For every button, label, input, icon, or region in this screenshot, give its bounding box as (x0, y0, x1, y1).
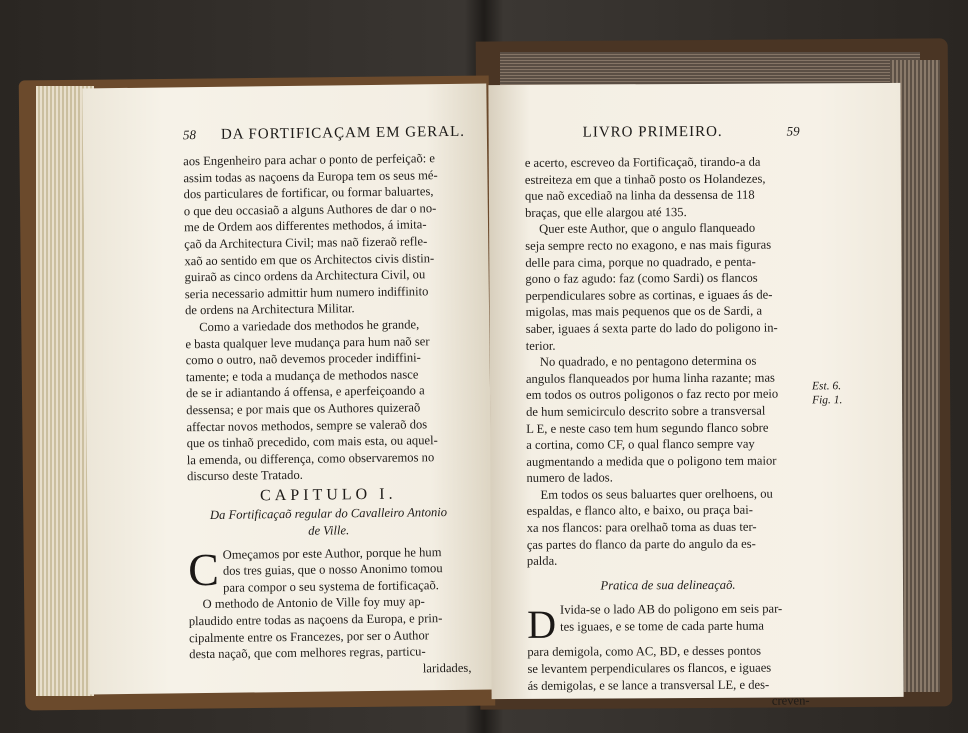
text-line: O methodo de Antonio de Ville foy muy ap- (202, 594, 425, 612)
right-running-head: LIVRO PRIMEIRO. (582, 123, 723, 141)
right-paragraph-4 (526, 485, 808, 569)
left-paragraph-2 (185, 316, 469, 485)
text-line: seja sempre recto no exagono, e nas mais figuras (525, 237, 772, 253)
text-line: çaõ da Architectura Civil; mas naõ fizeraõ refle- (184, 234, 428, 252)
margin-note (812, 379, 843, 407)
text-line: gono o faz agudo: faz (como Sardi) os flancos (525, 270, 758, 287)
text-line: ás demigolas, e se lance a transversal LE, e des- (527, 677, 770, 693)
text-line: seria necessario admittir hum numero indiffinito (184, 284, 429, 302)
right-page-number: 59 (786, 123, 800, 139)
text-line: assim todas as naçoens da Europa tem os seus mé- (183, 167, 438, 185)
left-paragraph-4 (189, 593, 472, 679)
text-line: a cortina, como CF, o qual flanco sempre vay (526, 436, 755, 452)
text-line: saber, iguaes á sexta parte do lado do poligono in- (525, 320, 778, 336)
text-line: dos tres guias, que o nosso Anonimo tomou (222, 561, 443, 579)
text-line: Quer este Author, que o angulo flanqueado (539, 221, 756, 237)
text-line: discurso deste Tratado. (186, 468, 303, 484)
chapter-subtitle: Da Fortificaçaõ regular do Cavalleiro Antonio (209, 505, 448, 523)
text-line: de ordens na Architectura Militar. (184, 301, 355, 318)
text-line: terior. (525, 338, 556, 353)
text-line: plaudido entre todas as naçoens da Europa, e prin- (188, 611, 443, 629)
text-line: No quadrado, e no pentagono determina os (539, 353, 757, 369)
text-line: ças partes do flanco da parte do angulo da es- (526, 536, 756, 552)
left-page-body (183, 150, 471, 680)
text-line: de se ir adiantando á offensa, e aperfeiçoando a (185, 383, 425, 401)
left-running-head: DA FORTIFICAÇAM EM GERAL. (220, 123, 466, 143)
right-paragraph-2 (525, 220, 808, 354)
text-line: se levantem perpendiculares os flancos, e iguaes (527, 660, 772, 676)
text-line: e acerto, escreveo da Fortificaçaõ, tirando-a da (524, 154, 761, 170)
right-page-body (525, 153, 810, 710)
text-line: Ivida-se o lado AB do poligono em seis par- (559, 601, 783, 618)
text-line: e basta qualquer leve mudança para hum naõ ser (185, 333, 430, 351)
text-line: delle para cima, porque no quadrado, e penta- (525, 254, 756, 270)
text-line: tes iguaes, e se tome de cada parte huma (560, 618, 765, 634)
text-line: me de Ordem aos differentes methodos, á imita- (183, 217, 427, 235)
text-line: desta naçaõ, que com melhores regras, particu- (189, 644, 426, 662)
left-paragraph-3 (188, 543, 471, 596)
text-line: em todos os outros poligonos o faz recto por meio (525, 386, 779, 403)
chapter-subtitle: de Ville. (308, 523, 350, 538)
text-line: tamente; e toda a mudança de methodos nasce (185, 367, 419, 384)
text-line: estreiteza em que a tinhaõ posto os Holandezes, (524, 171, 766, 187)
left-page-number: 58 (182, 127, 196, 143)
drop-cap: D (527, 602, 557, 648)
text-line: para compor o seu systema de fortificaçaõ. (223, 578, 439, 595)
text-line: Em todos os seus baluartes quer orelhoens, ou (540, 486, 773, 502)
text-line: de hum semicirculo descrito sobre a transversal (526, 403, 766, 419)
text-line: que naõ excediaõ na linha da dessensa de 118 (524, 187, 755, 204)
margin-note-plate: Est. 6. (811, 380, 842, 393)
text-line: que os tinhaõ precedido, com mais esta, ou aquel- (186, 433, 438, 451)
text-line: guiraõ as cinco ordens da Architectura Civil, ou (184, 267, 426, 285)
text-line: aos Engenheiro para achar o ponto de perfeiçaõ: e (183, 151, 436, 169)
text-line: o que deu occasiaõ a alguns Authores de dar o no- (183, 200, 437, 219)
text-line: numero de lados. (526, 470, 613, 486)
chapter-title: CAPITULO I. (259, 485, 397, 505)
text-line: xa nos flancos: para orelhaõ toma as duas ter- (526, 519, 757, 535)
text-line: cipalmente entre os Francezes, por ser o Author (188, 627, 430, 645)
text-line: affectar novos methodos, sempre se valeraõ dos (186, 416, 428, 434)
text-line: braças, que elle alargou até 135. (525, 204, 687, 220)
left-paragraph-1 (183, 150, 467, 319)
drop-cap: C (187, 543, 220, 595)
right-paragraph-1 (525, 153, 807, 221)
right-paragraph-3 (526, 353, 809, 487)
left-page (82, 84, 493, 695)
text-line: Omeçamos por este Author, porque he hum (222, 544, 442, 562)
text-line: Como a variedade dos methodos he grande, (199, 317, 420, 335)
margin-note-figure: Fig. 1. (812, 394, 843, 407)
catchword: laridades, (422, 660, 472, 676)
text-line: para demigola, como AC, BD, e desses pontos (527, 644, 762, 660)
right-page (488, 83, 903, 708)
text-line: espaldas, e flanco alto, e baixo, ou praça bai- (526, 503, 753, 519)
text-line: angulos flanqueados por huma linha razante; mas (525, 370, 775, 386)
text-line: la emenda, ou differença, como observaremos no (186, 449, 435, 467)
text-line: perpendiculares sobre as cortinas, e iguaes ás de- (525, 287, 773, 303)
text-line: dessensa; e por mais que os Authores quizeraõ (186, 400, 421, 418)
text-line: como o outro, naõ devemos proceder indiffini- (185, 350, 421, 368)
right-paragraph-5 (527, 601, 810, 711)
text-line: xaõ ao sentido em que os Architectos civis distin- (184, 250, 435, 268)
text-line: augmentando a medida que o poligono tem maior (526, 453, 777, 469)
text-line: palda. (526, 553, 558, 569)
text-line: dos particulares de fortificar, ou formar baluartes, (183, 184, 434, 202)
section-title: Pratica de sua delineaçaõ. (600, 577, 736, 593)
catchword: creven- (771, 693, 810, 708)
text-line: L E, e neste caso tem hum segundo flanco sobre (526, 420, 769, 436)
text-line: migolas, mas mais pequenos que os de Sardi, a (525, 303, 763, 320)
